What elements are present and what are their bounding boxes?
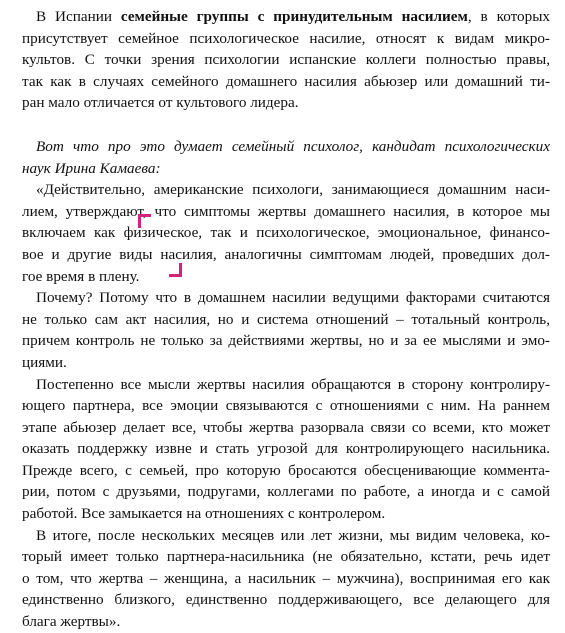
text-line: Прежде всего, с семьей, про которую бросаются обесценивающие коммента- [22,461,550,479]
text-line: о том, что жертва – женщина, а насильник – мужчина), воспринимая его как [22,569,550,587]
text-line: рии, потом с друзьями, подругами, коллегами по работе, а иногда и с самой [22,483,550,501]
text-line: присутствует семейное психологическое насилие, относят к видам микро- [22,29,550,47]
text-line: наук Ирина Камаева: [22,159,161,177]
text-line: Вот что про это думает семейный психолог, кандидат психологических [36,137,550,155]
paragraph-intro [22,136,550,179]
text-line: гое время в плену. [22,267,140,285]
text-line: так как в случаях семейного домашнего насилия абьюзер или домашний ти- [22,72,550,90]
paragraph-quote-2 [22,287,550,373]
text-line: ющего партнера, все эмоции связываются с отношениями с ним. На раннем [22,397,550,415]
selection-end-bracket-icon [169,263,182,277]
text-line: В Испании семейные группы с принудительным насилием, в которых [36,8,551,25]
text-line: не только сам акт насилия, но и система отношений – тотальный контроль, [22,310,550,328]
paragraph-spain [22,6,550,114]
paragraph-quote-1 [22,179,550,287]
text-line: Почему? Потому что в домашнем насилии ведущими факторами считаются [36,289,550,307]
selection-start-bracket-icon [138,214,151,228]
text-line: оказать поддержку извне и стать угрозой для контролирующего насильника. [22,440,550,458]
text-line: работой. Все замыкается на отношениях с контролером. [22,505,386,523]
text-line: циями. [22,353,67,371]
bold-phrase: семейные группы с принудительным насилием [120,8,468,25]
text-line: «Действительно, американские психологи, занимающиеся домашним наси- [36,181,550,199]
text-line: культов. С точки зрения психологии испанские коллеги полностью правы, [22,51,550,69]
text-line: Постепенно все мысли жертвы насилия обращаются в сторону контролиру- [36,375,550,393]
text-line: единственно близкого, единственно поддерживающего, все делающего для [22,591,550,609]
text-line: вое и другие виды насилия, аналогичны симптомам людей, проведших дол- [22,245,550,263]
text-line: лием, утверждают, что симптомы жертвы домашнего насилия, в которое мы [22,202,550,220]
paragraph-quote-4 [22,525,550,633]
text-line: этапе абьюзер делает все, чтобы жертва разорвала связи со всеми, кто может [22,418,550,436]
document-page [22,6,550,633]
text-line: ран мало отличается от культового лидера. [22,94,299,112]
text-line: блага жертвы». [22,613,121,631]
text-line: торый имеет только партнера-насильника (не обязательно, кстати, речь идет [22,548,550,566]
text-line: причем контроль не только за действиями жертвы, но и за ее мыслями и эмо- [22,332,550,350]
text-line: В итоге, после нескольких месяцев или лет жизни, мы видим человека, ко- [36,526,550,544]
paragraph-gap [22,114,550,136]
paragraph-quote-3 [22,374,550,525]
text-line: включаем как физическое, так и психологическое, эмоциональное, финансо- [22,224,550,242]
